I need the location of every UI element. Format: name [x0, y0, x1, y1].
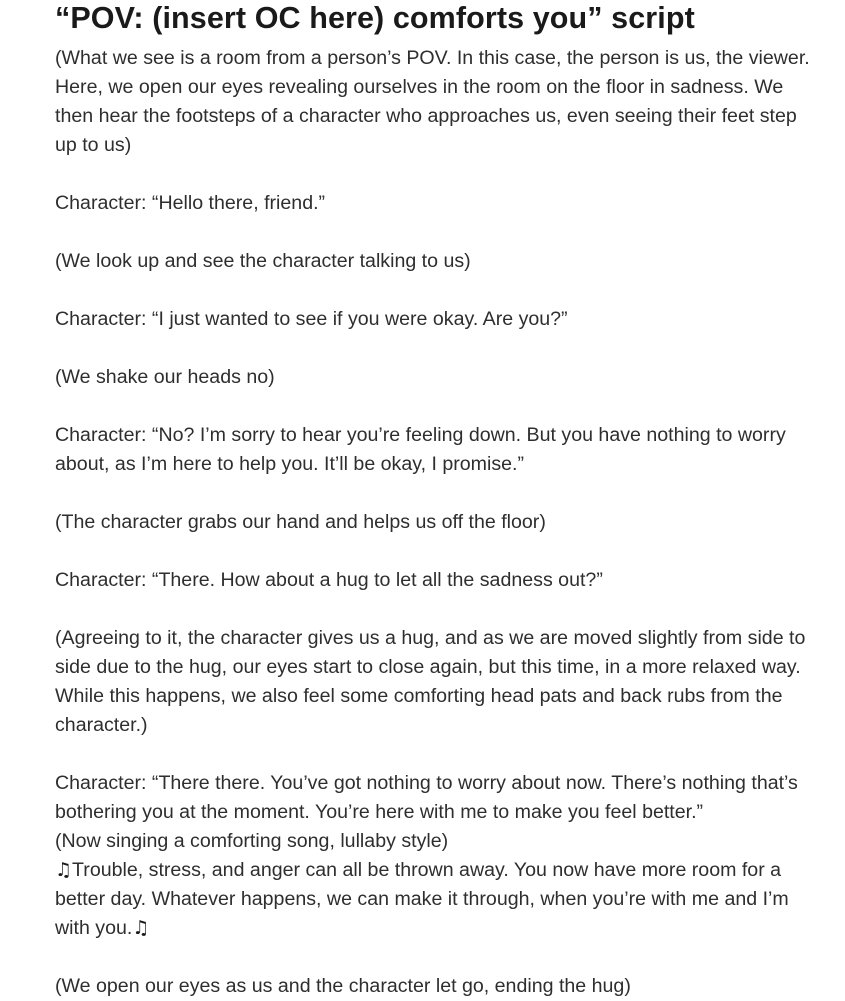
paragraph-dialogue-are-you-okay: Character: “I just wanted to see if you were okay. Are you?” — [55, 308, 568, 330]
paragraph-song-lyrics — [55, 856, 815, 943]
paragraph-spacer — [55, 334, 815, 363]
song-lyrics-text: Trouble, stress, and anger can all be thrown away. You now have more room for a better day. Whatever happens, we can make it through, when you’re with me and I’m with you. — [55, 859, 789, 939]
paragraph-spacer — [55, 537, 815, 566]
paragraph-direction-ending: (We open our eyes as us and the character let go, ending the hug) — [55, 975, 631, 997]
paragraph-direction-grab-hand: (The character grabs our hand and helps us off the floor) — [55, 511, 546, 533]
paragraph-spacer — [55, 595, 815, 624]
paragraph-spacer — [55, 392, 815, 421]
paragraph-dialogue-sorry: Character: “No? I’m sorry to hear you’re feeling down. But you have nothing to worry about, as I’m here to help you. It’ll be okay, I promise.” — [55, 424, 786, 475]
paragraph-direction-hug-description: (Agreeing to it, the character gives us a hug, and as we are moved slightly from side to side due to the hug, our eyes start to close again, but this time, in a more relaxed way. While this happens, we also feel some comforting head pats and back rubs from the character.) — [55, 627, 806, 736]
script-document — [55, 0, 815, 1001]
paragraph-spacer — [55, 943, 815, 972]
paragraph-spacer — [55, 160, 815, 189]
paragraph-dialogue-there-there: Character: “There there. You’ve got nothing to worry about now. There’s nothing that’s bothering you at the moment. You’re here with me to make you feel better.” — [55, 772, 798, 823]
paragraph-spacer — [55, 479, 815, 508]
paragraph-dialogue-hello: Character: “Hello there, friend.” — [55, 192, 326, 214]
music-notes-icon: ♫ — [132, 917, 150, 939]
paragraph-spacer — [55, 276, 815, 305]
paragraph-spacer — [55, 740, 815, 769]
paragraph-direction-shake-heads: (We shake our heads no) — [55, 366, 275, 388]
paragraph-direction-singing: (Now singing a comforting song, lullaby style) — [55, 830, 449, 852]
paragraph-spacer — [55, 218, 815, 247]
paragraph-scene-intro: (What we see is a room from a person’s POV. In this case, the person is us, the viewer. Here, we open our eyes revealing ourselves in the room on the floor in sadness. We then hear the footsteps of a character who approaches us, even seeing their feet step up to us) — [55, 47, 810, 156]
music-notes-icon: ♫ — [55, 859, 73, 881]
document-title: “POV: (insert OC here) comforts you” script — [55, 1, 695, 35]
paragraph-dialogue-hug: Character: “There. How about a hug to let all the sadness out?” — [55, 569, 603, 591]
paragraph-direction-look-up: (We look up and see the character talking to us) — [55, 250, 471, 272]
